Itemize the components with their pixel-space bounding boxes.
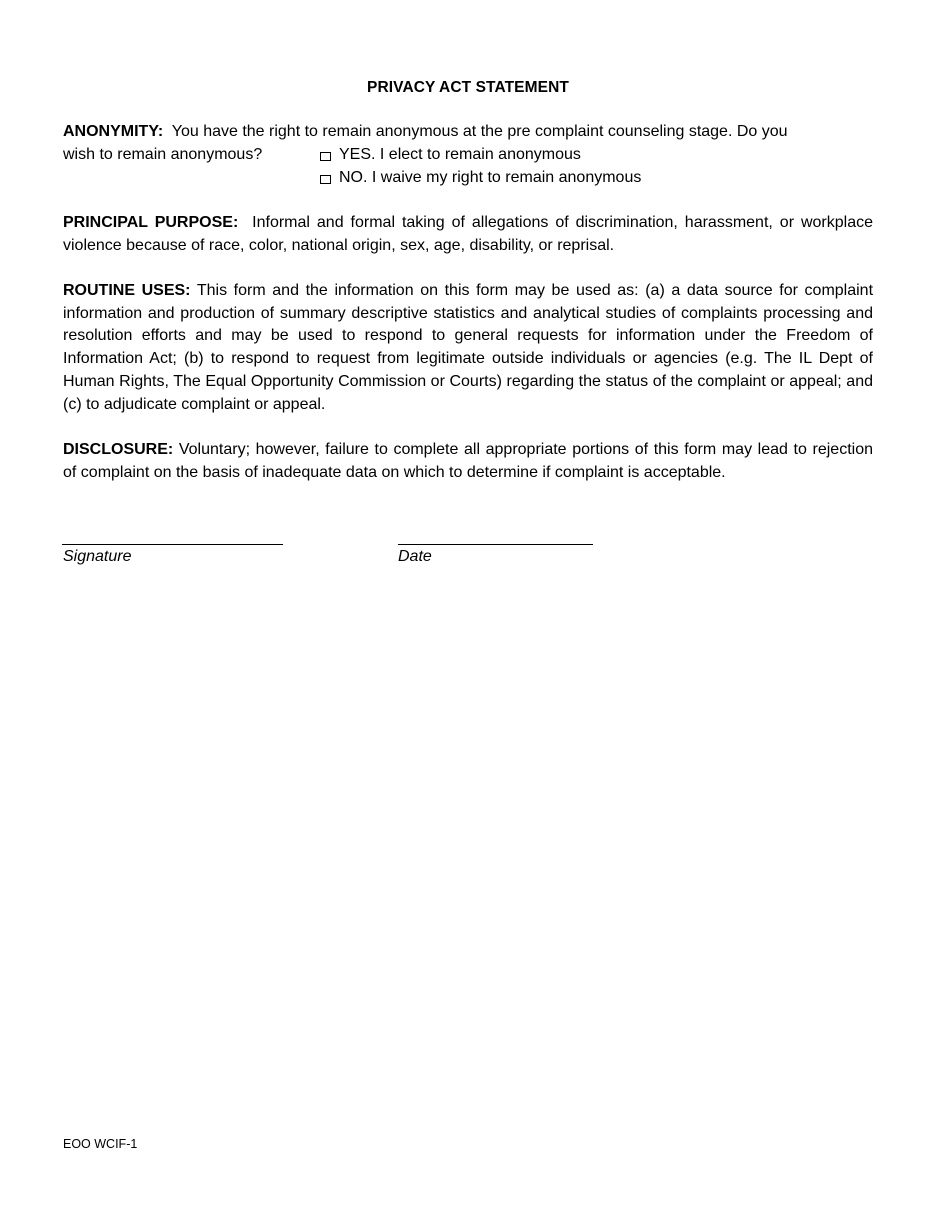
date-line[interactable]	[398, 544, 593, 545]
anonymity-question: wish to remain anonymous?	[63, 145, 263, 163]
anonymity-option-yes[interactable]	[320, 144, 581, 167]
page-title: PRIVACY ACT STATEMENT	[367, 79, 569, 96]
anonymity-section	[63, 121, 873, 190]
yes-option-label: YES. I elect to remain anonymous	[339, 145, 581, 163]
routine-uses-text: This form and the information on this form may be used as: (a) a data source for complaint information and production of summary descriptive statistics and analytical studies of complaints processing and resolution efforts and may be used to respond to general requests for information under the Freedom of Information Act; (b) to respond to request from legitimate outside individuals or agencies (e.g. The IL Dept of Human Rights, The Equal Opportunity Commission or Courts) regarding the status of the complaint or appeal; and (c) to adjudicate complaint or appeal.	[63, 282, 874, 413]
routine-uses-label: ROUTINE USES:	[63, 282, 191, 299]
routine-uses-section	[63, 280, 873, 416]
anonymity-choice-row	[63, 144, 873, 167]
principal-purpose-section	[63, 212, 873, 257]
no-checkbox[interactable]	[320, 175, 331, 184]
disclosure-label: DISCLOSURE:	[63, 441, 174, 458]
disclosure-section	[63, 439, 873, 484]
anonymity-line	[63, 121, 873, 144]
anonymity-text: You have the right to remain anonymous at the pre complaint counseling stage. Do you	[171, 123, 788, 140]
anonymity-choice-row-2	[63, 167, 873, 190]
yes-checkbox[interactable]	[320, 152, 331, 161]
no-option-label: NO. I waive my right to remain anonymous	[339, 168, 642, 186]
principal-purpose-label: PRINCIPAL PURPOSE:	[63, 214, 239, 231]
date-label: Date	[398, 548, 432, 565]
signature-label: Signature	[63, 548, 132, 565]
disclosure-text: Voluntary; however, failure to complete all appropriate portions of this form may lead to rejection of complaint on the basis of inadequate data on which to determine if complaint is acceptable.	[63, 441, 873, 481]
anonymity-label: ANONYMITY:	[63, 123, 164, 140]
form-id: EOO WCIF-1	[63, 1137, 138, 1151]
anonymity-option-no[interactable]	[320, 167, 641, 190]
signature-line[interactable]	[62, 544, 283, 545]
principal-purpose-text: Informal and formal taking of allegations of discrimination, harassment, or workplace violence because of race, color, national origin, sex, age, disability, or reprisal.	[63, 214, 873, 254]
